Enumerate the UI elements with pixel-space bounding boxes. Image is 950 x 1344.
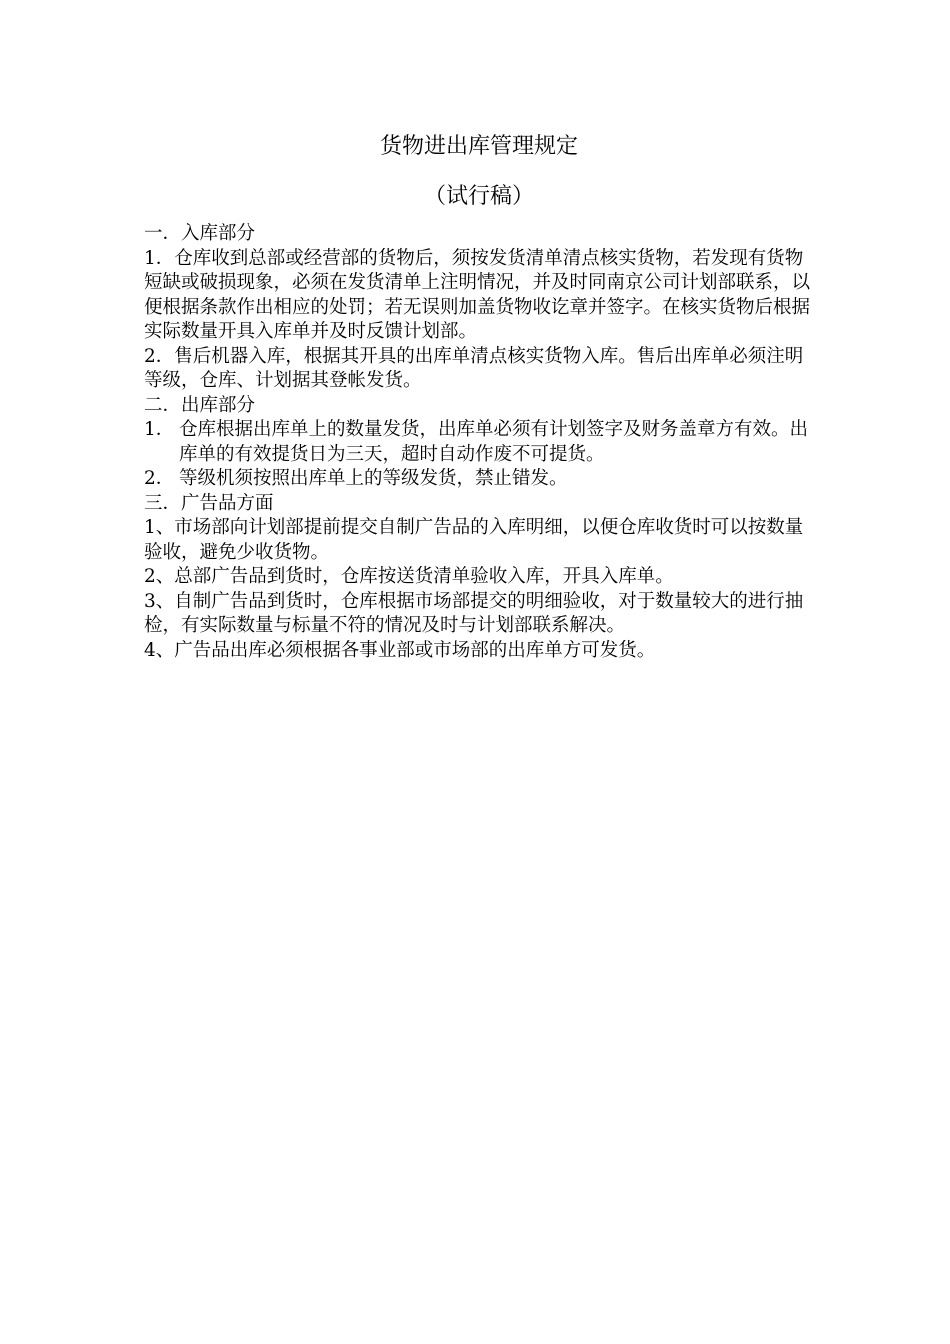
outbound-item-1 <box>144 418 814 467</box>
outbound-item-2 <box>144 467 814 492</box>
document-body <box>144 222 814 663</box>
document-title: 货物进出库管理规定 <box>379 134 578 159</box>
promo-item-4: 4、广告品出库必须根据各事业部或市场部的出库单方可发货。 <box>144 639 656 661</box>
outbound-item-2-text: 等级机须按照出库单上的等级发货，禁止错发。 <box>179 468 568 489</box>
document-subtitle: （试行稿） <box>423 184 534 209</box>
section-heading-inbound: 一．入库部分 <box>144 223 256 244</box>
document-page <box>144 132 814 663</box>
section-heading-promo: 三．广告品方面 <box>144 492 274 514</box>
outbound-item-1-text: 仓库根据出库单上的数量发货，出库单必须有计划签字及财务盖章方有效。出库单的有效提货日为三天，超时自动作废不可提货。 <box>179 419 809 465</box>
outbound-item-1-number: 1． <box>144 419 175 440</box>
promo-item-1: 1、市场部向计划部提前提交自制广告品的入库明细，以便仓库收货时可以按数量验收，避免少收货物。 <box>144 517 804 563</box>
outbound-item-2-number: 2． <box>144 468 175 489</box>
section-heading-outbound: 二．出库部分 <box>144 394 256 416</box>
inbound-item-1: 1．仓库收到总部或经营部的货物后，须按发货清单清点核实货物，若发现有货物短缺或破损现象，必须在发货清单上注明情况，并及时同南京公司计划部联系，以便根据条款作出相应的处罚；若无误则加盖货物收讫章并签字。在核实货物后根据实际数量开具入库单并及时反馈计划部。 <box>144 247 811 342</box>
promo-item-3: 3、自制广告品到货时，仓库根据市场部提交的明细验收，对于数量较大的进行抽检，有实际数量与标量不符的情况及时与计划部联系解决。 <box>144 590 804 636</box>
inbound-item-2: 2．售后机器入库，根据其开具的出库单清点核实货物入库。售后出库单必须注明等级，仓库、计划据其登帐发货。 <box>144 345 804 391</box>
promo-item-2: 2、总部广告品到货时，仓库按送货清单验收入库，开具入库单。 <box>144 566 674 587</box>
